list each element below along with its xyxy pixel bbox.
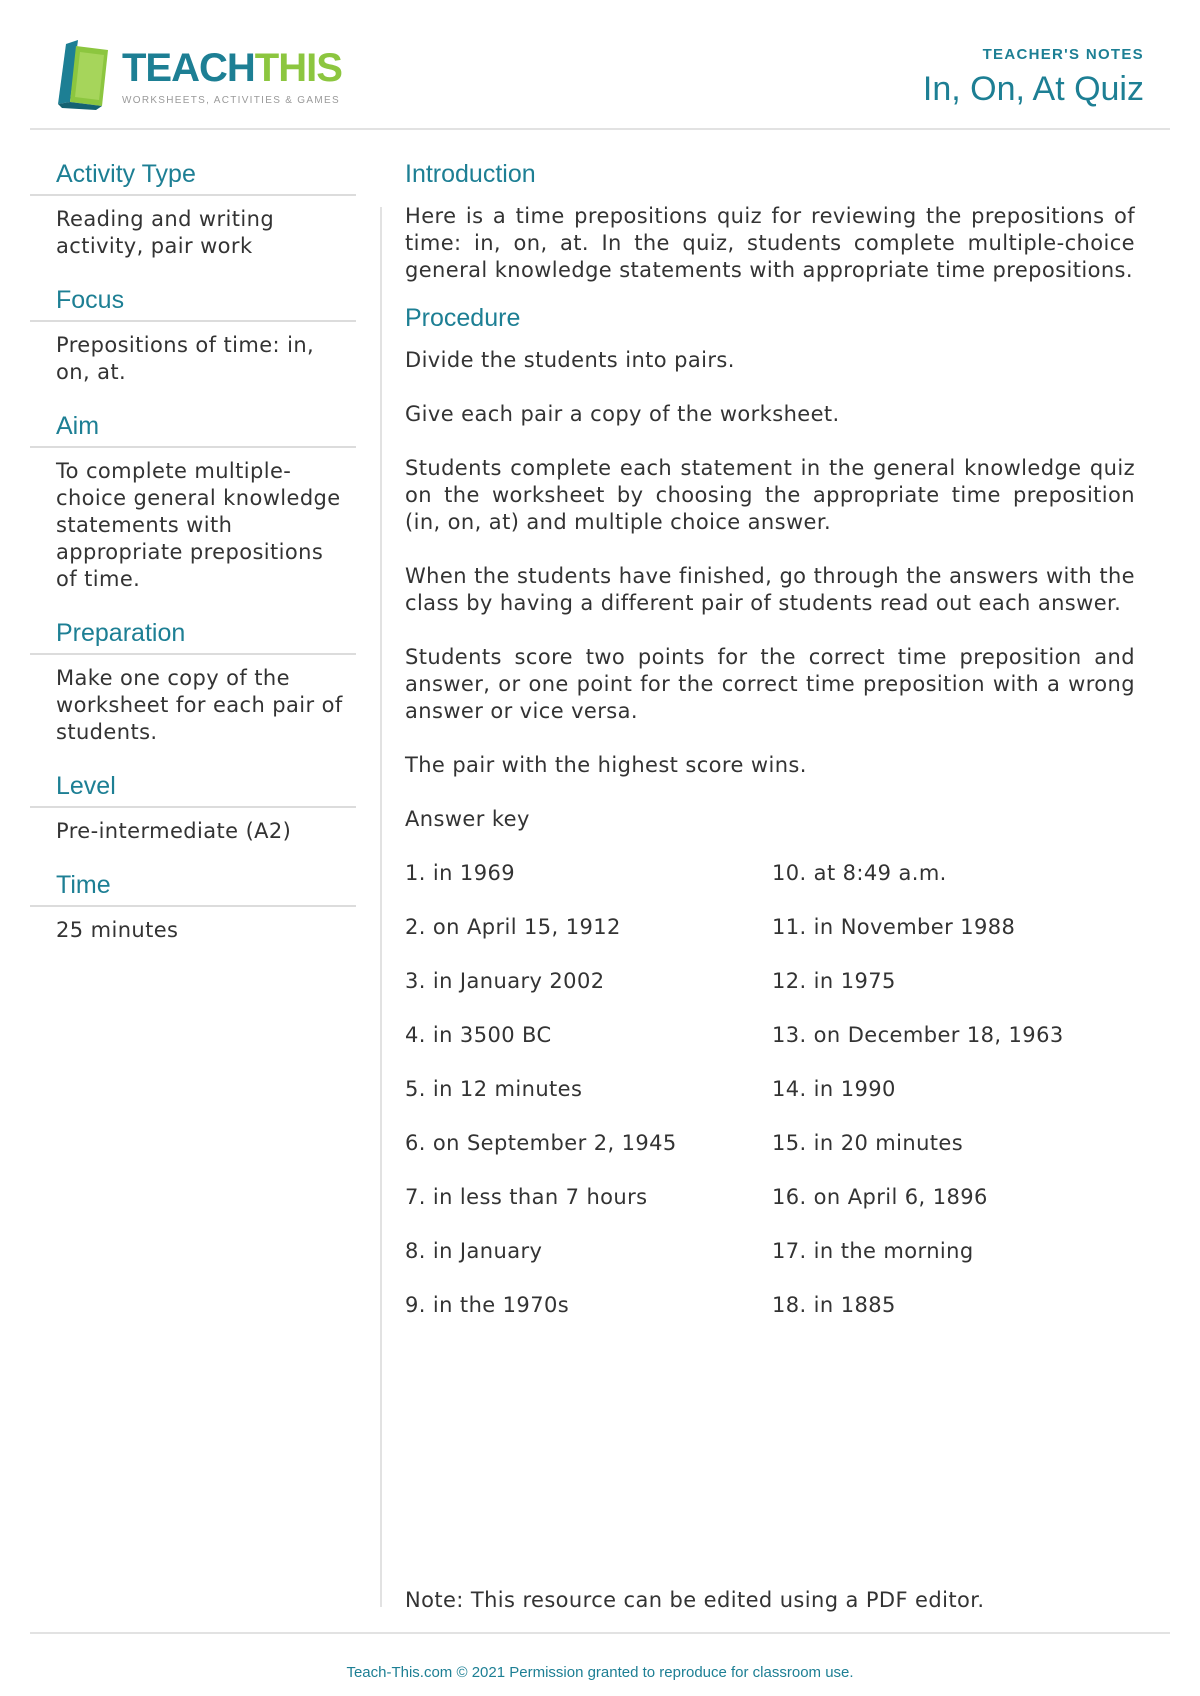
answer-item: 15. in 20 minutes: [772, 1131, 964, 1155]
answer-item: 7. in less than 7 hours: [405, 1185, 648, 1209]
answer-item: 2. on April 15, 1912: [405, 915, 621, 939]
answer-key-label: Answer key: [405, 807, 530, 831]
level-section: [30, 772, 356, 845]
answer-key-grid: [405, 860, 1135, 1319]
logo-wordmark: [122, 46, 342, 91]
logo-wordmark-teach: TEACH: [122, 46, 255, 90]
header-divider: [30, 128, 1170, 130]
procedure-step: The pair with the highest score wins.: [405, 753, 807, 777]
answer-item: 4. in 3500 BC: [405, 1023, 552, 1047]
procedure-steps: [405, 347, 1135, 779]
answer-item: 12. in 1975: [772, 969, 896, 993]
focus-section: [30, 286, 356, 386]
column-divider: [380, 207, 382, 1607]
procedure-step: Give each pair a copy of the worksheet.: [405, 402, 840, 426]
page-header: [0, 0, 1200, 130]
answer-item: 17. in the morning: [772, 1239, 974, 1263]
answer-item: 5. in 12 minutes: [405, 1077, 583, 1101]
main-content: [405, 160, 1135, 1319]
logo-wordmark-this: THIS: [254, 46, 342, 90]
teachers-notes-label: TEACHER'S NOTES: [982, 46, 1144, 63]
answer-item: 3. in January 2002: [405, 969, 605, 993]
answer-item: 14. in 1990: [772, 1077, 896, 1101]
answer-item: 18. in 1885: [772, 1293, 896, 1317]
editor-note: Note: This resource can be edited using a PDF editor.: [405, 1588, 985, 1612]
answer-item: 11. in November 1988: [772, 915, 1016, 939]
activity-type-section: [30, 160, 356, 260]
teachthis-logo[interactable]: [56, 40, 356, 112]
aim-heading: Aim: [30, 412, 356, 448]
introduction-text: Here is a time prepositions quiz for reviewing the prepositions of time: in, on, at. In the quiz, students complete multiple-choice general knowledge statements with appropriate time prepositions.: [405, 204, 1135, 282]
time-section: [30, 871, 356, 944]
activity-type-heading: Activity Type: [30, 160, 356, 196]
focus-heading: Focus: [30, 286, 356, 322]
footer-copyright: Teach-This.com © 2021 Permission granted to reproduce for classroom use.: [346, 1664, 854, 1681]
procedure-heading: Procedure: [405, 304, 521, 332]
answer-item: 8. in January: [405, 1239, 543, 1263]
footer-divider: [30, 1632, 1170, 1634]
answer-item: 13. on December 18, 1963: [772, 1023, 1064, 1047]
answer-item: 1. in 1969: [405, 861, 515, 885]
preparation-section: [30, 619, 356, 746]
procedure-step: Students score two points for the correct time preposition and answer, or one point for the correct time preposition with a wrong answer or vice versa.: [405, 645, 1135, 723]
procedure-step: Divide the students into pairs.: [405, 348, 735, 372]
preparation-heading: Preparation: [30, 619, 356, 655]
procedure-step: When the students have finished, go through the answers with the class by having a different pair of students read out each answer.: [405, 564, 1135, 615]
logo-tagline: WORKSHEETS, ACTIVITIES & GAMES: [122, 95, 340, 106]
time-value: 25 minutes: [56, 918, 179, 942]
answer-item: 9. in the 1970s: [405, 1293, 570, 1317]
time-heading: Time: [30, 871, 356, 907]
level-heading: Level: [30, 772, 356, 808]
aim-value: To complete multiple-choice general knowledge statements with appropriate prepositions of time.: [56, 459, 341, 591]
level-value: Pre-intermediate (A2): [56, 819, 292, 843]
answer-item: 6. on September 2, 1945: [405, 1131, 677, 1155]
aim-section: [30, 412, 356, 593]
answer-item: 16. on April 6, 1896: [772, 1185, 988, 1209]
preparation-value: Make one copy of the worksheet for each pair of students.: [56, 666, 343, 744]
sidebar: [30, 160, 356, 970]
answer-item: 10. at 8:49 a.m.: [772, 861, 947, 885]
procedure-step: Students complete each statement in the general knowledge quiz on the worksheet by choosing the appropriate time preposition (in, on, at) and multiple choice answer.: [405, 456, 1135, 534]
introduction-heading: Introduction: [405, 160, 536, 188]
activity-type-value: Reading and writing activity, pair work: [56, 207, 275, 258]
focus-value: Prepositions of time: in, on, at.: [56, 333, 315, 384]
page-title: In, On, At Quiz: [922, 70, 1144, 108]
book-logo-icon: [56, 40, 116, 112]
